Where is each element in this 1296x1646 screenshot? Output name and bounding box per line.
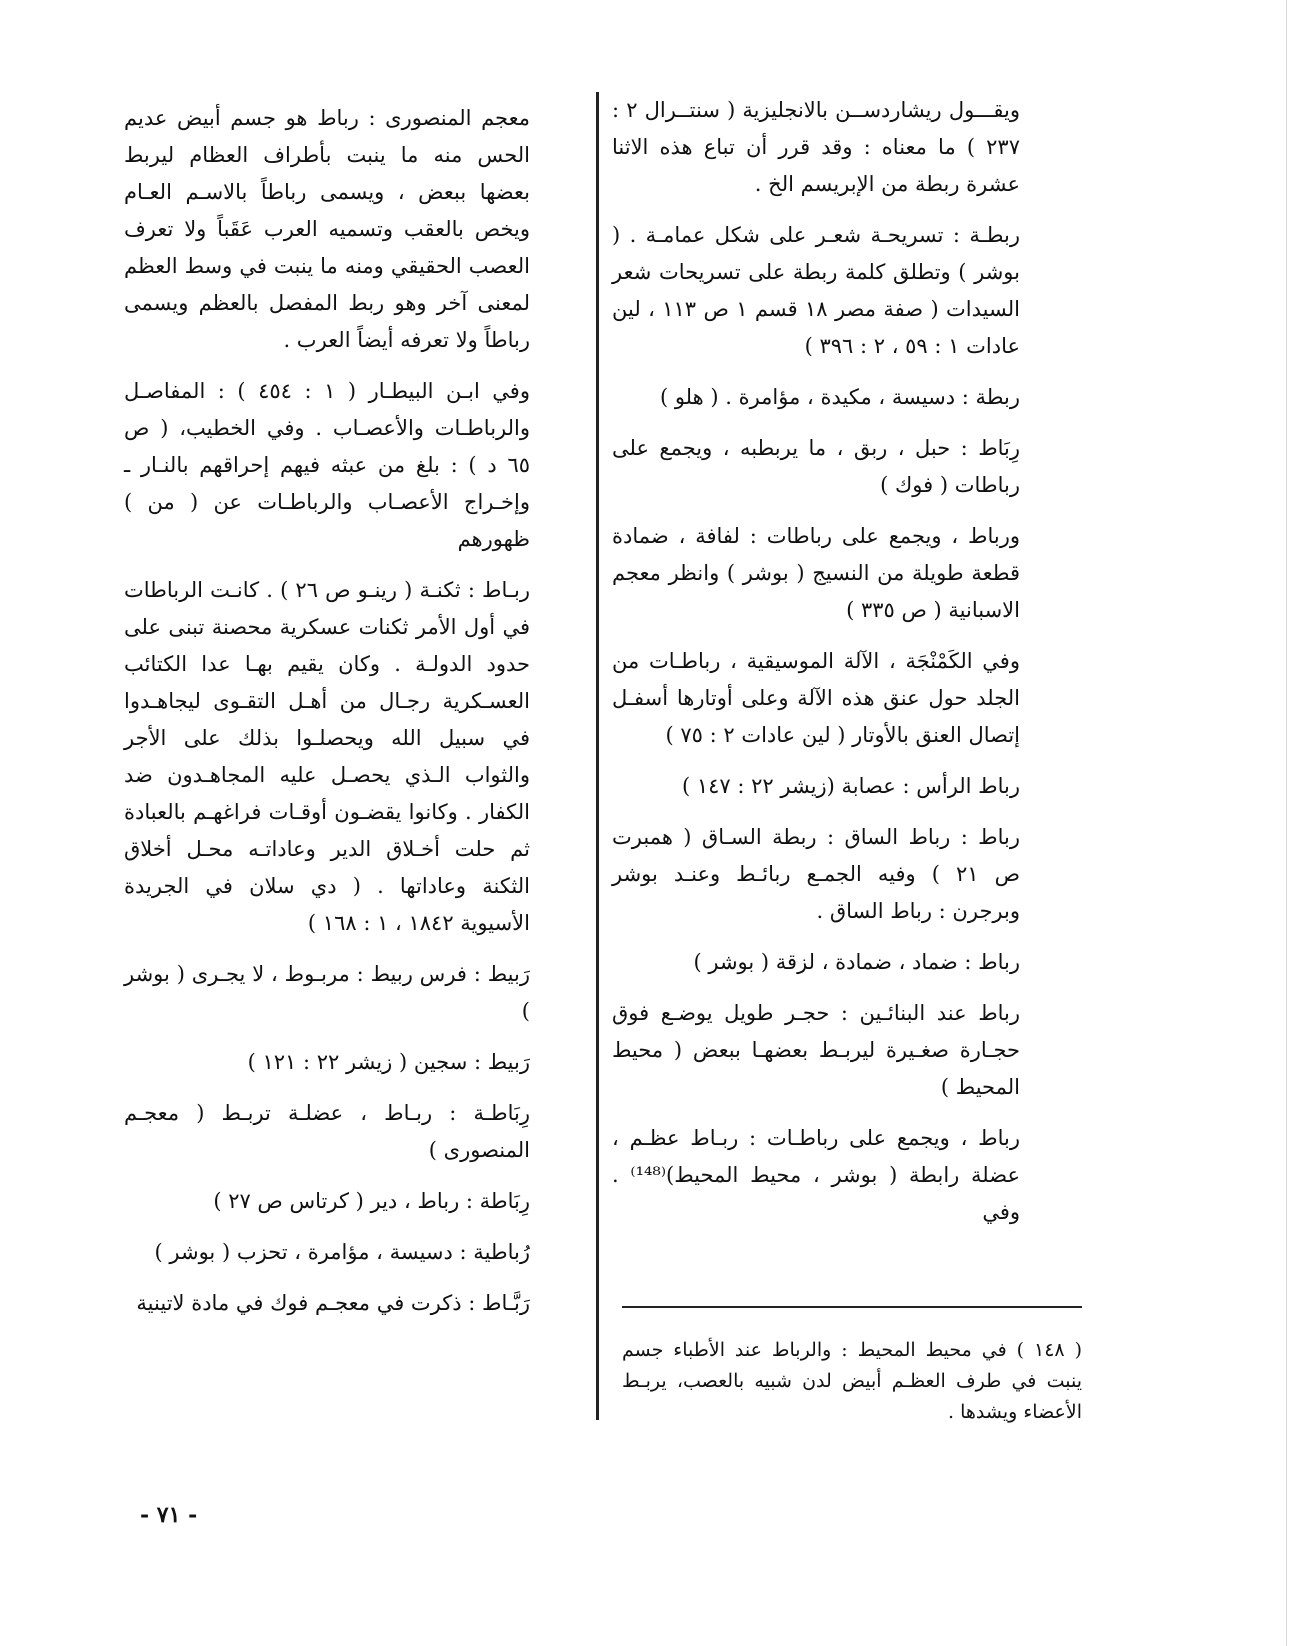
entry: وفي الكَمْنْجَة ، الآلة الموسيقية ، رباطـات من الجلد حول عنق هذه الآلة وعلى أوتارها أسفـل إتصال العنق بالأوتار ( لين عادات ٢ : ٧٥ ) — [612, 649, 1020, 747]
entry: رُباطية : دسيسة ، مؤامرة ، تحزب ( بوشر ) — [154, 1240, 530, 1264]
entry: معجم المنصورى : رباط هو جسم أبيض عديم الحس منه ما ينبت بأطراف العظام ليربط بعضها ببعض ، ويسمى رباطاً بالاسـم العـام ويخص بالعقب وتسميه العرب عَقَباً ولا تعرف العصب الحقيقي ومنه ما ينبت في وسط العظم لمعنى آخر وهو ربط المفصل بالعظم ويسمى رباطاً ولا تعرفه أيضاً العرب . — [124, 106, 530, 352]
footnote: ( ١٤٨ ) في محيط المحيط : والرباط عند الأطباء جسم ينبت في طرف العظـم أبيض لدن شبيه بالعصب، يربـط الأعضاء ويشدها . — [622, 1339, 1083, 1423]
left-column — [124, 100, 530, 1336]
entry: رباط : رباط الساق : ربطة السـاق ( همبرت ص ٢١ ) وفيه الجمـع ربائـط وعنـد بوشر وبرجرن : رباط الساق . — [612, 825, 1020, 923]
entry: رِبَاطـة : ربـاط ، عضلـة تربـط ( معجـم المنصورى ) — [124, 1101, 530, 1162]
entry: رباط ، ويجمع على رباطـات : ربـاط عظـم ، عضلة رابطة ( بوشر ، محيط المحيط)⁽¹⁴⁸⁾ . وفي — [612, 1126, 1020, 1224]
entry: رِبَاط : حبل ، ربق ، ما يربطبه ، ويجمع على رباطات ( فوك ) — [612, 436, 1020, 497]
entry: وفي ابـن البيطـار ( ١ : ٤٥٤ ) : المفاصـل والرباطـات والأعصـاب . وفي الخطيب، ( ص ٦٥ د ) : بلغ من عبثه فيهم إحراقهم بالنـار ـ وإخـراج الأعصـاب والرباطـات عن ( من ) ظهورهم — [124, 379, 530, 551]
entry: رَبَّـاط : ذكرت في معجـم فوك في مادة لاتينية — [136, 1291, 530, 1315]
entry: ربـاط : ثكنـة ( رينـو ص ٢٦ ) . كانـت الرباطات في أول الأمر ثكنات عسكرية محصنة تبنى على حدود الدولـة . وكان يقيم بهـا عدا الكتائب العسـكرية رجـال من أهـل التقـوى ليجاهـدوا في سبيل الله ويحصلـوا بذلك على الأجر والثواب الـذي يحصـل عليه المجاهـدون ضد الكفار . وكانوا يقضـون أوقـات فراغهـم بالعبادة ثم حلت أخـلاق الدير وعاداتـه محـل أخلاق الثكنة وعاداتها . ( دي سلان في الجريدة الأسيوية ١٨٤٢ ، ١ : ١٦٨ ) — [124, 578, 530, 935]
entry: ويقـــول ريشاردســن بالانجليزية ( سنتــرال ٢ : ٢٣٧ ) ما معناه : وقد قرر أن تباع هذه الاثنا عشرة ربطة من الإبريسم الخ . — [612, 98, 1020, 196]
scan-edge — [1286, 0, 1287, 1646]
page-number: - ٧١ - — [140, 1502, 198, 1528]
entry: رِبَاطة : رباط ، دير ( كرتاس ص ٢٧ ) — [213, 1189, 530, 1213]
entry: رَبيط : فرس ربيط : مربـوط ، لا يجـرى ( بوشر ) — [124, 962, 530, 1023]
entry: ورباط ، ويجمع على رباطات : لفافة ، ضمادة قطعة طويلة من النسيج ( بوشر ) وانظر معجم الاسبانية ( ص ٣٣٥ ) — [612, 524, 1020, 622]
entry: رباط الرأس : عصابة (زيشر ٢٢ : ١٤٧ ) — [681, 774, 1020, 798]
entry: ربطة : دسيسة ، مكيدة ، مؤامرة . ( هلو ) — [659, 385, 1020, 409]
column-divider — [596, 92, 599, 1420]
entry: رَبيط : سجين ( زيشر ٢٢ : ١٢١ ) — [247, 1050, 530, 1074]
footnote-rule — [622, 1306, 1082, 1308]
entry: ربطـة : تسريحـة شعـر على شكل عمامـة . ( بوشر ) وتطلق كلمة ربطة على تسريحات شعر السيدات ( صفة مصر ١٨ قسم ١ ص ١١٣ ، لين عادات ١ : ٥٩ ، ٢ : ٣٩٦ ) — [612, 223, 1020, 358]
right-column — [612, 92, 1020, 1245]
entry: رباط : ضماد ، ضمادة ، لزقة ( بوشر ) — [693, 950, 1020, 974]
entry: رباط عند البنائـين : حجـر طويل يوضـع فوق حجـارة صغـيرة ليربـط بعضهـا ببعض ( محيط المحيط ) — [612, 1001, 1020, 1099]
